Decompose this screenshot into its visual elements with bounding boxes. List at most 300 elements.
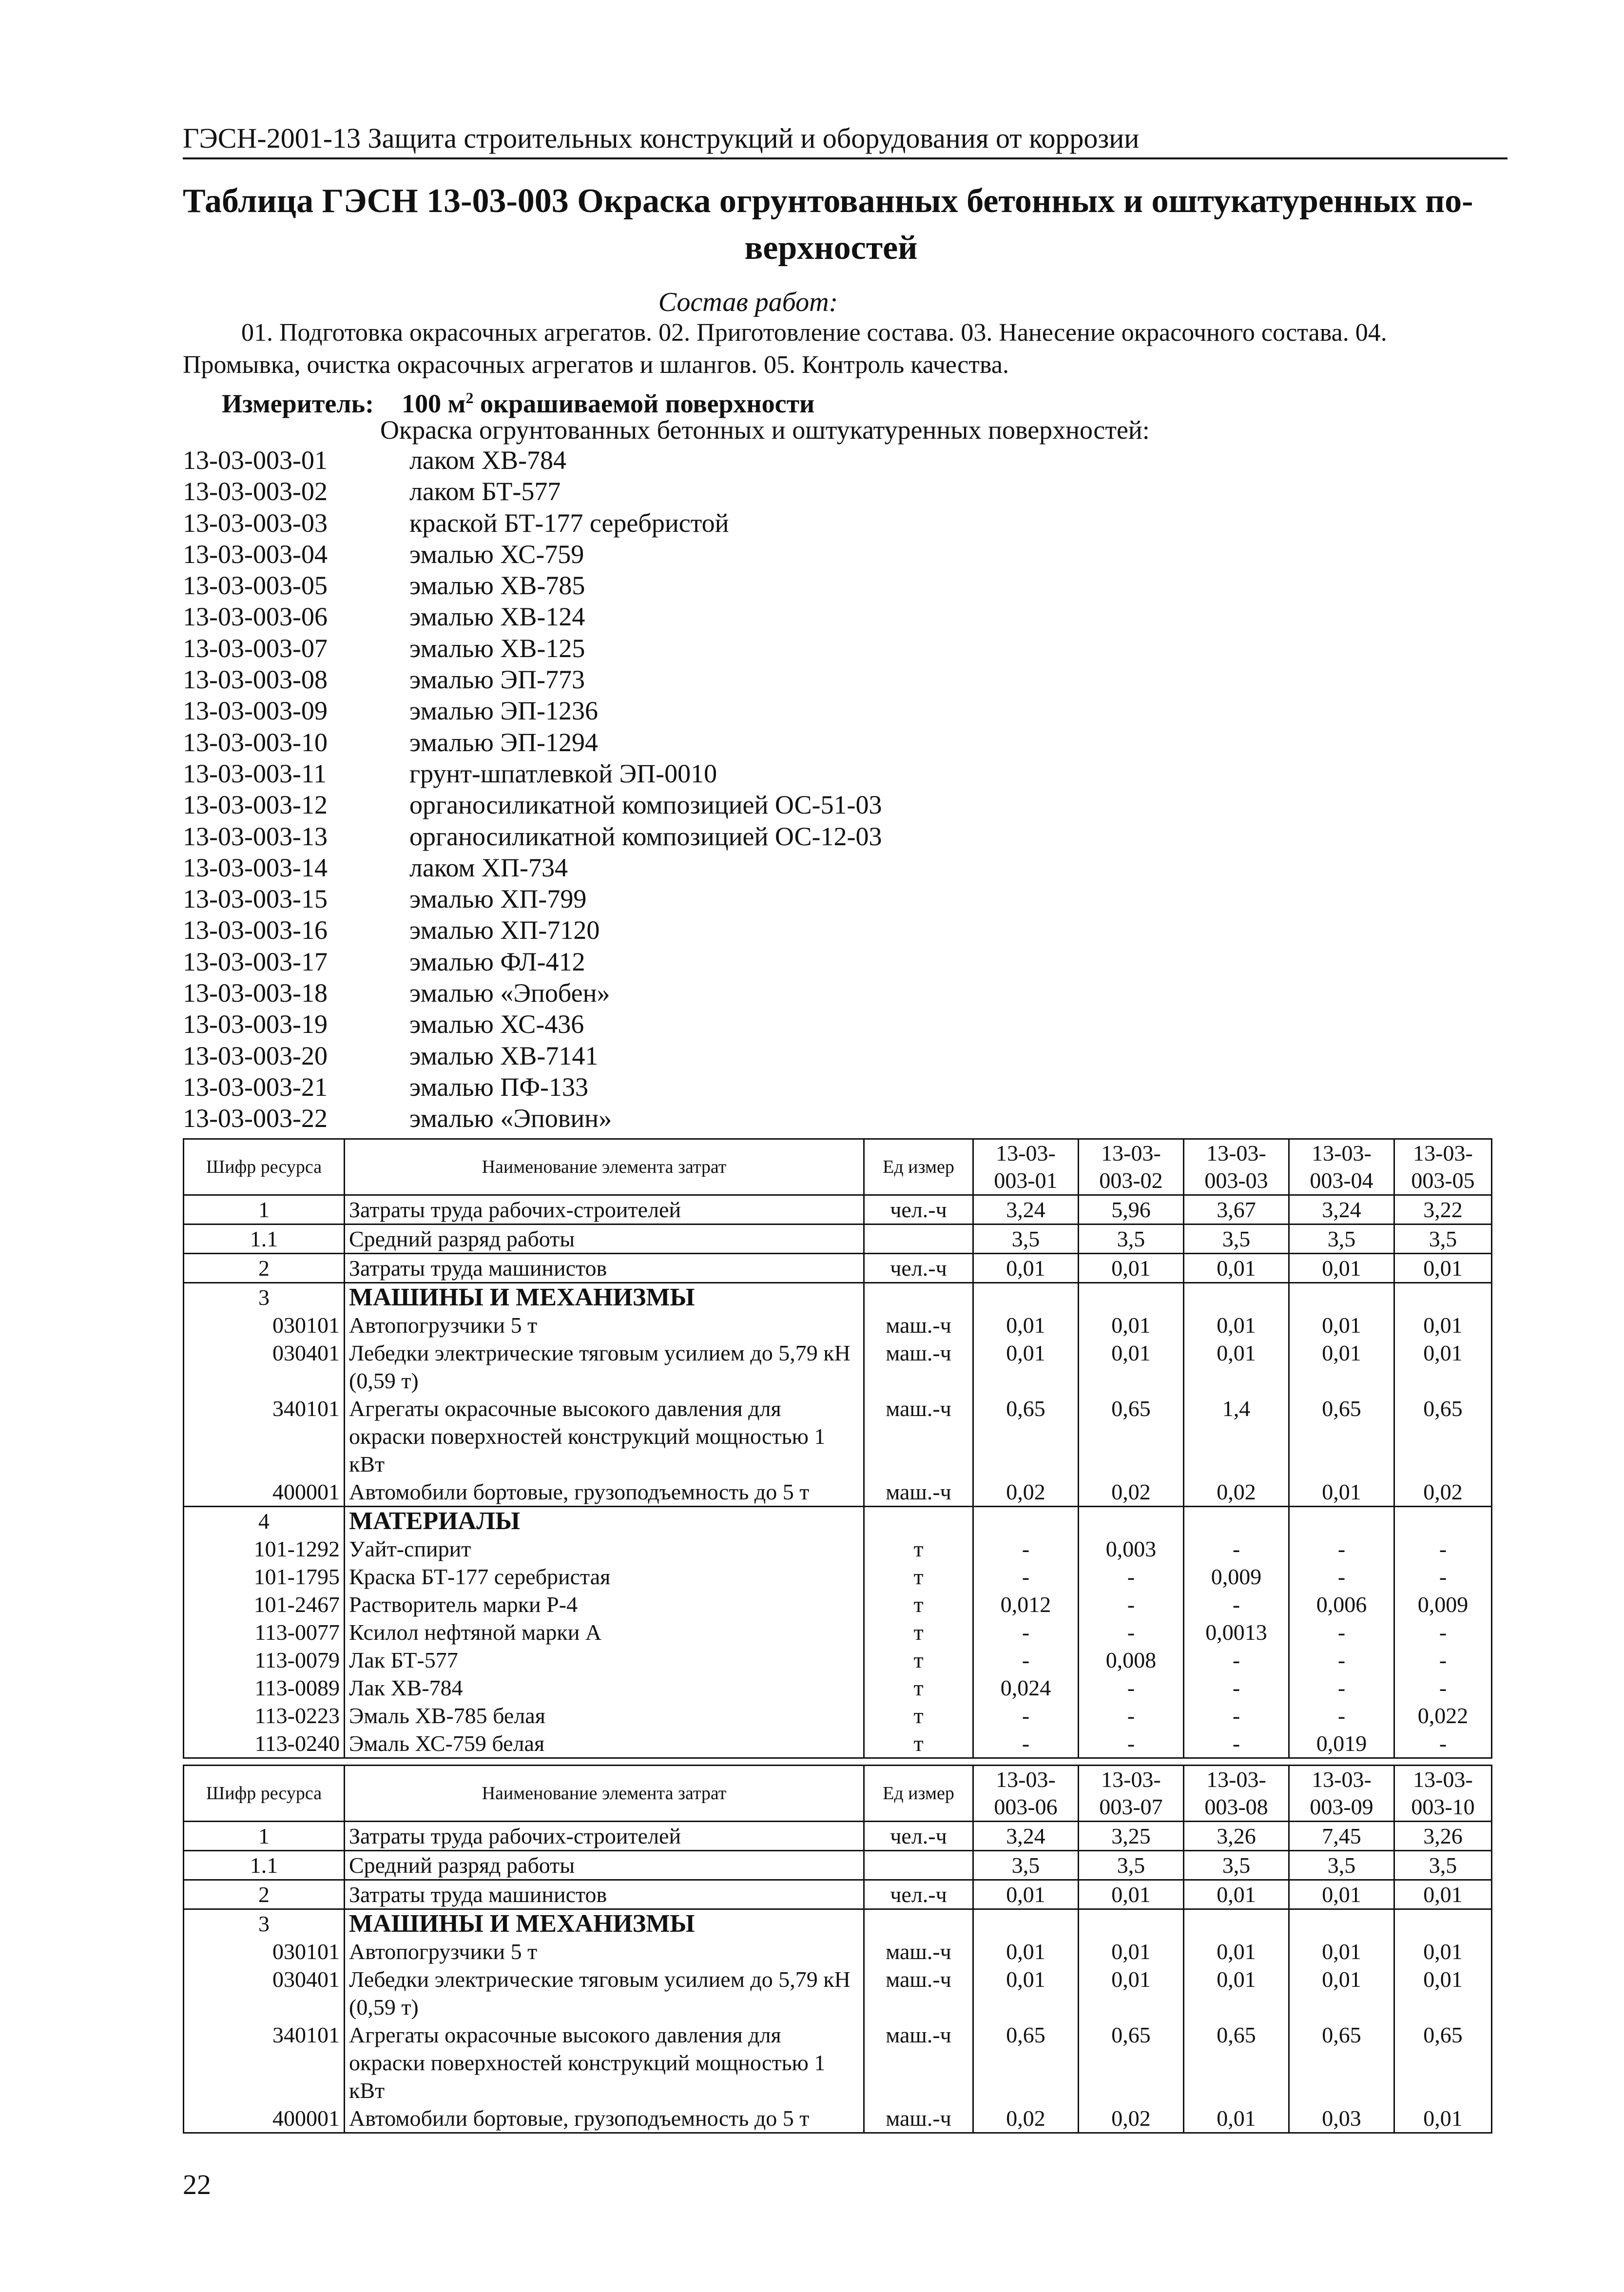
cell-value: 0,012 (973, 1591, 1079, 1618)
norm-code-list (183, 445, 882, 1134)
cell-value (1184, 1909, 1289, 1938)
table-row (184, 1195, 1492, 1224)
cell-value: - (1184, 1702, 1289, 1729)
cell-code: 1 (184, 1195, 345, 1224)
cell-value: 0,65 (1079, 1395, 1184, 1478)
cell-unit (864, 1851, 973, 1880)
cell-value: 0,022 (1394, 1702, 1492, 1729)
table-row (184, 1880, 1492, 1909)
header-norm-code-line-1: 13-03- (1413, 1141, 1473, 1165)
list-item-desc: эмалью ХВ-785 (409, 571, 585, 601)
list-item (183, 1071, 882, 1103)
list-item-desc: грунт-шпатлевкой ЭП-0010 (409, 758, 717, 788)
cell-value (1184, 1507, 1289, 1535)
cell-value: - (1184, 1729, 1289, 1758)
cell-code: 113-0089 (184, 1674, 345, 1702)
cell-unit: чел.-ч (864, 1195, 973, 1224)
cell-unit: маш.-ч (864, 2104, 973, 2133)
cell-value: - (973, 1563, 1079, 1591)
list-item (183, 664, 882, 695)
cell-value (1079, 1283, 1184, 1312)
cell-name: Лак БТ-577 (345, 1646, 864, 1674)
cell-value: - (973, 1535, 1079, 1563)
cell-value: - (1289, 1535, 1394, 1563)
cell-value: 0,01 (973, 1254, 1079, 1283)
table-row (184, 1618, 1492, 1646)
cell-unit: маш.-ч (864, 1965, 973, 2021)
header-norm-code-line-2: 003-01 (994, 1168, 1058, 1193)
table-header-row (184, 1766, 1492, 1822)
header-norm-code-line-2: 003-09 (1310, 1794, 1373, 1819)
cell-value: 3,25 (1079, 1822, 1184, 1851)
cell-value: - (1079, 1729, 1184, 1758)
header-norm-code-line-2: 003-03 (1204, 1168, 1268, 1193)
cell-code: 4 (184, 1507, 345, 1535)
cell-value: - (1184, 1535, 1289, 1563)
cell-name: Агрегаты окрасочные высокого давления для окраски поверхностей конструкций мощностью 1 кВт (345, 2021, 864, 2104)
cell-code: 030101 (184, 1311, 345, 1339)
cell-code: 113-0077 (184, 1618, 345, 1646)
cell-value: 0,01 (973, 1339, 1079, 1395)
table-row (184, 1729, 1492, 1758)
cell-value: 0,01 (1184, 1254, 1289, 1283)
cell-value: 0,01 (1079, 1339, 1184, 1395)
cell-value: 0,01 (1394, 1938, 1492, 1965)
header-norm-code-line-2: 003-05 (1411, 1168, 1475, 1193)
cell-value: 3,24 (973, 1822, 1079, 1851)
cell-value: 0,65 (973, 1395, 1079, 1478)
cell-value: 3,5 (973, 1224, 1079, 1254)
cell-code: 030401 (184, 1965, 345, 2021)
cell-value: - (1184, 1591, 1289, 1618)
cell-value: - (973, 1646, 1079, 1674)
list-item-code: 13-03-003-20 (183, 1041, 328, 1070)
list-item-code: 13-03-003-19 (183, 1010, 328, 1039)
cell-value: 3,67 (1184, 1195, 1289, 1224)
table-row (184, 1702, 1492, 1729)
list-item (183, 1009, 882, 1040)
list-item-desc: эмалью ХВ-7141 (409, 1041, 599, 1070)
cell-unit: т (864, 1535, 973, 1563)
measure-sup: 2 (465, 389, 474, 407)
header-code: Шифр ресурса (184, 1139, 345, 1195)
cell-value: 0,006 (1289, 1591, 1394, 1618)
cell-name: Лебедки электрические тяговым усилием до 5,79 кН (0,59 т) (345, 1965, 864, 2021)
table-row (184, 1535, 1492, 1563)
cell-code: 113-0079 (184, 1646, 345, 1674)
cell-value: - (1394, 1535, 1492, 1563)
list-item-code: 13-03-003-02 (183, 477, 328, 506)
list-item (183, 789, 882, 820)
header-norm-code (1184, 1139, 1289, 1195)
cell-value: 0,65 (1289, 1395, 1394, 1478)
header-norm-code (973, 1139, 1079, 1195)
cell-value: - (1289, 1702, 1394, 1729)
header-norm-code (1079, 1766, 1184, 1822)
cell-name: МАШИНЫ И МЕХАНИЗМЫ (345, 1283, 864, 1312)
list-item-code: 13-03-003-21 (183, 1072, 328, 1102)
cell-value: 0,01 (1184, 2104, 1289, 2133)
cell-value: 3,5 (1289, 1851, 1394, 1880)
cell-value (1394, 1909, 1492, 1938)
table-row (184, 1851, 1492, 1880)
table-row (184, 1938, 1492, 1965)
cell-value: 0,009 (1184, 1563, 1289, 1591)
cell-code: 113-0223 (184, 1702, 345, 1729)
cell-value: - (1289, 1674, 1394, 1702)
cell-value: - (1394, 1729, 1492, 1758)
cell-value: - (1394, 1618, 1492, 1646)
list-item-code: 13-03-003-22 (183, 1104, 328, 1133)
cell-name: Затраты труда рабочих-строителей (345, 1195, 864, 1224)
norms-table-2 (183, 1765, 1492, 2134)
list-item (183, 570, 882, 601)
composition-text: 01. Подготовка окрасочных агрегатов. 02. Приготовление состава. 03. Нанесение окрасочного состава. 04. Промывка, очистка окрасочных агрегатов и шлангов. 05. Контроль качества. (183, 319, 1387, 379)
cell-code: 340101 (184, 2021, 345, 2104)
cell-value (973, 1507, 1079, 1535)
header-norm-code-line-2: 003-02 (1099, 1168, 1163, 1193)
cell-value: 3,5 (1184, 1851, 1289, 1880)
list-item-desc: эмалью ХП-7120 (409, 915, 600, 945)
cell-value: 0,65 (1394, 1395, 1492, 1478)
list-item-code: 13-03-003-10 (183, 727, 328, 757)
cell-value: 0,02 (1184, 1478, 1289, 1507)
norms-table-1 (183, 1138, 1492, 1759)
cell-value: 3,5 (1184, 1224, 1289, 1254)
cell-name: Агрегаты окрасочные высокого давления для окраски поверхностей конструкций мощностью 1 кВт (345, 1395, 864, 1478)
cell-value: 0,65 (1184, 2021, 1289, 2104)
list-item (183, 445, 882, 476)
header-norm-code-line-2: 003-07 (1099, 1794, 1163, 1819)
cell-code: 3 (184, 1283, 345, 1312)
cell-value: 0,65 (1289, 2021, 1394, 2104)
list-item-desc: эмалью ПФ-133 (409, 1072, 589, 1102)
table-row (184, 1563, 1492, 1591)
cell-value: 0,02 (973, 1478, 1079, 1507)
cell-name: МАТЕРИАЛЫ (345, 1507, 864, 1535)
cell-value (1184, 1283, 1289, 1312)
table-row (184, 1478, 1492, 1507)
list-item (183, 695, 882, 726)
list-item-code: 13-03-003-04 (183, 539, 328, 569)
header-norm-code-line-1: 13-03- (1413, 1767, 1473, 1792)
cell-value: 0,0013 (1184, 1618, 1289, 1646)
list-item (183, 914, 882, 946)
cell-value: 0,02 (1079, 2104, 1184, 2133)
cell-name: Уайт-спирит (345, 1535, 864, 1563)
table-row (184, 2104, 1492, 2133)
cell-value (973, 1909, 1079, 1938)
header-norm-code (1394, 1766, 1492, 1822)
cell-value: 0,01 (1289, 1938, 1394, 1965)
cell-value: - (1079, 1563, 1184, 1591)
cell-value: 1,4 (1184, 1395, 1289, 1478)
cell-value (1289, 1909, 1394, 1938)
list-item-code: 13-03-003-14 (183, 853, 328, 882)
list-item-desc: лаком ХВ-784 (409, 446, 567, 475)
list-item-desc: органосиликатной композицией ОС-12-03 (409, 821, 882, 851)
table-row (184, 2021, 1492, 2104)
list-item (183, 977, 882, 1009)
cell-code: 2 (184, 1254, 345, 1283)
list-item-desc: эмалью ЭП-1236 (409, 696, 598, 726)
cell-value: 3,5 (1394, 1224, 1492, 1254)
cell-name: Лебедки электрические тяговым усилием до 5,79 кН (0,59 т) (345, 1339, 864, 1395)
cell-name: Лак ХВ-784 (345, 1674, 864, 1702)
cell-code: 1.1 (184, 1851, 345, 1880)
cell-value: - (1289, 1563, 1394, 1591)
cell-value: 0,01 (1079, 1880, 1184, 1909)
cell-name: Ксилол нефтяной марки А (345, 1618, 864, 1646)
table-title-line-1: Таблица ГЭСН 13-03-003 Окраска огрунтованных бетонных и оштукатуренных по- (183, 182, 1473, 220)
cell-unit: маш.-ч (864, 1938, 973, 1965)
table-row (184, 1311, 1492, 1339)
cell-code: 400001 (184, 1478, 345, 1507)
header-norm-code-line-2: 003-08 (1204, 1794, 1268, 1819)
list-item (183, 1103, 882, 1134)
cell-code: 101-1292 (184, 1535, 345, 1563)
list-item-code: 13-03-003-06 (183, 602, 328, 632)
list-item (183, 883, 882, 914)
list-item-code: 13-03-003-05 (183, 571, 328, 601)
cell-value: - (1184, 1646, 1289, 1674)
cell-code: 101-1795 (184, 1563, 345, 1591)
cell-value: 0,01 (1079, 1965, 1184, 2021)
list-item (183, 476, 882, 507)
cell-value: 0,01 (1289, 1478, 1394, 1507)
cell-unit: т (864, 1702, 973, 1729)
header-norm-code (973, 1766, 1079, 1822)
table-title (183, 178, 1479, 272)
header-norm-code (1394, 1139, 1492, 1195)
cell-value: - (1394, 1674, 1492, 1702)
measure-value: 100 м (402, 389, 466, 418)
cell-unit: маш.-ч (864, 2021, 973, 2104)
cell-value (973, 1283, 1079, 1312)
list-item (183, 852, 882, 883)
list-item-desc: краской БТ-177 серебристой (409, 508, 729, 538)
cell-code: 1 (184, 1822, 345, 1851)
cell-name: Автомобили бортовые, грузоподъемность до 5 т (345, 2104, 864, 2133)
cell-name: Эмаль ХС-759 белая (345, 1729, 864, 1758)
table-row (184, 1254, 1492, 1283)
cell-unit (864, 1909, 973, 1938)
header-norm-code-line-1: 13-03- (996, 1767, 1056, 1792)
cell-value: 7,45 (1289, 1822, 1394, 1851)
list-item-code: 13-03-003-11 (183, 758, 327, 788)
list-item-desc: лаком ХП-734 (409, 853, 568, 882)
header-norm-code-line-2: 003-10 (1411, 1794, 1475, 1819)
list-item-code: 13-03-003-16 (183, 915, 328, 945)
header-unit: Ед измер (864, 1766, 973, 1822)
cell-value: 0,01 (1184, 1938, 1289, 1965)
cell-code: 3 (184, 1909, 345, 1938)
cell-value (1394, 1507, 1492, 1535)
cell-value: 0,01 (1289, 1965, 1394, 2021)
list-item-desc: эмалью «Эпобен» (409, 978, 610, 1008)
cell-value: 3,26 (1394, 1822, 1492, 1851)
list-item-code: 13-03-003-18 (183, 978, 328, 1008)
cell-value: 0,01 (1394, 1254, 1492, 1283)
cell-value: 3,5 (1289, 1224, 1394, 1254)
table-row (184, 1909, 1492, 1938)
cell-value: 0,01 (973, 1965, 1079, 2021)
cell-value: 0,01 (973, 1938, 1079, 1965)
cell-value: 0,02 (1079, 1478, 1184, 1507)
header-norm-code-line-1: 13-03- (1206, 1767, 1266, 1792)
list-item-desc: эмалью ХС-436 (409, 1010, 584, 1039)
cell-name: МАШИНЫ И МЕХАНИЗМЫ (345, 1909, 864, 1938)
cell-name: Средний разряд работы (345, 1851, 864, 1880)
cell-value: 0,01 (1394, 1965, 1492, 2021)
header-norm-code-line-1: 13-03- (996, 1141, 1056, 1165)
cell-value: 0,01 (1289, 1339, 1394, 1395)
cell-value: 0,01 (1079, 1938, 1184, 1965)
list-item (183, 821, 882, 852)
list-item (183, 758, 882, 789)
cell-unit (864, 1283, 973, 1312)
list-item-desc: эмалью ХС-759 (409, 539, 584, 569)
table-row (184, 1283, 1492, 1312)
cell-unit: маш.-ч (864, 1395, 973, 1478)
list-item-desc: эмалью ЭП-1294 (409, 727, 598, 757)
cell-unit: чел.-ч (864, 1254, 973, 1283)
cell-value: 0,01 (1184, 1965, 1289, 2021)
table-row (184, 1395, 1492, 1478)
cell-unit: т (864, 1646, 973, 1674)
list-item-code: 13-03-003-07 (183, 633, 328, 663)
cell-value: 0,01 (1394, 2104, 1492, 2133)
cell-value: 0,65 (1394, 2021, 1492, 2104)
list-item (183, 539, 882, 570)
list-item (183, 601, 882, 632)
cell-unit: чел.-ч (864, 1822, 973, 1851)
header-norm-code-line-2: 003-06 (994, 1794, 1058, 1819)
cell-value: 0,01 (1394, 1339, 1492, 1395)
cell-value: - (1289, 1618, 1394, 1646)
composition-heading: Состав работ: (658, 287, 838, 317)
table-row (184, 1674, 1492, 1702)
list-item-desc: лаком БТ-577 (409, 477, 561, 506)
table-row (184, 1965, 1492, 2021)
cell-value: 0,03 (1289, 2104, 1394, 2133)
cell-value: 3,5 (1079, 1224, 1184, 1254)
cell-code: 2 (184, 1880, 345, 1909)
cell-value: 5,96 (1079, 1195, 1184, 1224)
cell-value: - (1394, 1563, 1492, 1591)
cell-unit: маш.-ч (864, 1311, 973, 1339)
cell-value (1289, 1507, 1394, 1535)
cell-name: Затраты труда рабочих-строителей (345, 1822, 864, 1851)
list-item (183, 1040, 882, 1071)
cell-value: 0,01 (1184, 1880, 1289, 1909)
cell-value: - (973, 1729, 1079, 1758)
table-row (184, 1591, 1492, 1618)
header-norm-code (1079, 1139, 1184, 1195)
header-norm-code (1289, 1139, 1394, 1195)
header-norm-code (1289, 1766, 1394, 1822)
cell-value: 0,01 (1079, 1254, 1184, 1283)
cell-code: 030101 (184, 1938, 345, 1965)
list-item-desc: эмалью ЭП-773 (409, 665, 585, 695)
cell-value: 3,24 (973, 1195, 1079, 1224)
cell-unit: маш.-ч (864, 1339, 973, 1395)
cell-name: Затраты труда машинистов (345, 1880, 864, 1909)
cell-code: 101-2467 (184, 1591, 345, 1618)
cell-name: Автопогрузчики 5 т (345, 1938, 864, 1965)
cell-value: 0,019 (1289, 1729, 1394, 1758)
table-row (184, 1224, 1492, 1254)
header-unit: Ед измер (864, 1139, 973, 1195)
table-row (184, 1507, 1492, 1535)
header-name: Наименование элемента затрат (345, 1766, 864, 1822)
cell-value: - (1079, 1674, 1184, 1702)
list-item (183, 727, 882, 758)
cell-name: Средний разряд работы (345, 1224, 864, 1254)
cell-value: - (973, 1702, 1079, 1729)
list-item-desc: эмалью ХП-799 (409, 884, 587, 914)
cell-unit (864, 1224, 973, 1254)
cell-unit: маш.-ч (864, 1478, 973, 1507)
cell-value: 0,024 (973, 1674, 1079, 1702)
list-item-code: 13-03-003-08 (183, 665, 328, 695)
cell-value (1394, 1283, 1492, 1312)
cell-value (1079, 1909, 1184, 1938)
page-number: 22 (183, 2169, 211, 2200)
cell-value: 3,5 (1079, 1851, 1184, 1880)
cell-value: 0,01 (973, 1880, 1079, 1909)
cell-value: 0,01 (1289, 1311, 1394, 1339)
cell-name: Автомобили бортовые, грузоподъемность до 5 т (345, 1478, 864, 1507)
cell-value: 3,22 (1394, 1195, 1492, 1224)
header-norm-code (1184, 1766, 1289, 1822)
table-row (184, 1646, 1492, 1674)
header-norm-code-line-2: 003-04 (1310, 1168, 1373, 1193)
cell-value: 0,01 (1289, 1880, 1394, 1909)
page-header: ГЭСН-2001-13 Защита строительных конструкций и оборудования от коррозии (183, 119, 1508, 159)
cell-unit: т (864, 1729, 973, 1758)
cell-value: 3,5 (1394, 1851, 1492, 1880)
cell-value: 0,01 (1079, 1311, 1184, 1339)
list-item-desc: эмалью ХВ-124 (409, 602, 585, 632)
list-item-code: 13-03-003-01 (183, 446, 328, 475)
table-header-row (184, 1139, 1492, 1195)
list-item-code: 13-03-003-13 (183, 821, 328, 851)
table-row (184, 1822, 1492, 1851)
list-intro: Окраска огрунтованных бетонных и оштукатуренных поверхностей: (380, 415, 1150, 445)
header-norm-code-line-1: 13-03- (1101, 1767, 1161, 1792)
cell-name: Автопогрузчики 5 т (345, 1311, 864, 1339)
cell-value: 0,003 (1079, 1535, 1184, 1563)
list-item-desc: эмалью «Эповин» (409, 1104, 612, 1133)
measure-label: Измеритель: (222, 389, 374, 418)
list-item-code: 13-03-003-17 (183, 947, 328, 976)
header-name: Наименование элемента затрат (345, 1139, 864, 1195)
cell-value: 0,65 (1079, 2021, 1184, 2104)
list-item-code: 13-03-003-03 (183, 508, 328, 538)
cell-code: 400001 (184, 2104, 345, 2133)
header-norm-code-line-1: 13-03- (1101, 1141, 1161, 1165)
list-item-desc: органосиликатной композицией ОС-51-03 (409, 790, 882, 820)
list-item-code: 13-03-003-09 (183, 696, 328, 726)
cell-value: 0,01 (973, 1311, 1079, 1339)
cell-unit: т (864, 1618, 973, 1646)
list-item-code: 13-03-003-15 (183, 884, 328, 914)
cell-unit: т (864, 1563, 973, 1591)
header-code: Шифр ресурса (184, 1766, 345, 1822)
header-norm-code-line-1: 13-03- (1312, 1141, 1372, 1165)
cell-code: 030401 (184, 1339, 345, 1395)
